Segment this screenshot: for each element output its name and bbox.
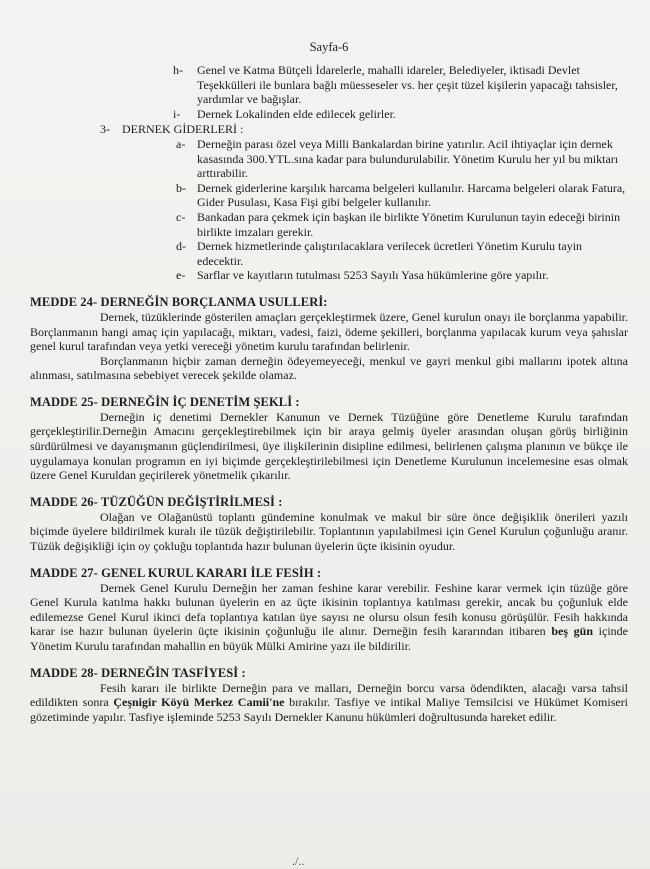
heading-marker: 3- [100, 122, 110, 137]
article-title: MADDE 25- DERNEĞİN İÇ DENETİM ŞEKLİ : [30, 394, 300, 409]
item-text: Dernek hizmetlerinde çalıştırılacaklara verilecek ücretleri Yönetim Kurulu tayin edecektir. [197, 239, 583, 268]
article-paragraph: Olağan ve Olağanüstü toplantı gündemine konulmak ve makul bir süre önce değişiklik önerileri yazılı biçimde üyelere bildirilmek kuralı ile tüzük değiştirilebilir. Toplantının yapılabilmesi için Genel Kurulun çoğunluğu aranır. Tüzük değişikliği için oy çokluğu toplantıda hazır bulunan üyelerin üçte ikisinin oyudur. [30, 509, 628, 554]
article-title: MADDE 28- DERNEĞİN TASFİYESİ : [30, 665, 246, 680]
list-item [30, 63, 628, 107]
list-item [30, 239, 628, 268]
emphasis-text: beş gün [551, 624, 594, 639]
item-marker: i- [173, 106, 181, 121]
article-27 [30, 566, 628, 654]
item-text: Dernek Lokalinden elde edilecek gelirler. [197, 106, 396, 121]
article-24 [30, 295, 628, 383]
article-title: MADDE 27- GENEL KURUL KARARI İLE FESİH : [30, 565, 322, 580]
article-paragraph [30, 581, 628, 654]
list-item [30, 107, 628, 122]
item-text: Bankadan para çekmek için başkan ile birlikte Yönetim Kurulunun tayin edeceği birinin birlikte imzaları gerekir. [197, 209, 621, 239]
expense-list [30, 137, 628, 283]
article-paragraph: Borçlanmanın hiçbir zaman derneğin ödeyemeyeceği, menkul ve gayri menkul gibi mallarını ipotek altına alınması, satılmasına sebebiyet verecek şekilde olamaz. [30, 353, 628, 383]
item-text: Dernek giderlerine karşılık harcama belgeleri kullanılır. Harcama belgeleri olarak Fatura, Gider Pusulası, Kasa Fişi gibi belgeler kullanılır. [197, 180, 626, 210]
item-marker: b- [176, 180, 186, 195]
article-title: MEDDE 24- DERNEĞİN BORÇLANMA USULLERİ: [30, 294, 328, 309]
item-text: Sarflar ve kayıtların tutulması 5253 Sayılı Yasa hükümlerine göre yapılır. [197, 268, 549, 283]
item-marker: d- [176, 239, 186, 254]
list-item [30, 181, 628, 210]
list-item [30, 210, 628, 239]
article-25 [30, 395, 628, 483]
paragraph-text: bırakılır. Tasfiye ve intikal Maliye Temsilcisi ve Hükümet Komiseri gözetiminde yapılır. Tasfiye işleminde 5253 Sayılı Dernekler Kanunu hükümleri doğrultusunda hareket edilir. [30, 695, 629, 724]
income-list [30, 63, 628, 121]
continuation-mark: ./.. [292, 854, 305, 868]
list-item [30, 137, 628, 181]
page-label: Sayfa-6 [309, 40, 349, 54]
item-marker: c- [176, 209, 186, 224]
article-paragraph [30, 681, 628, 725]
article-title: MADDE 26- TÜZÜĞÜN DEĞİŞTİRİLMESİ : [30, 494, 283, 509]
item-marker: h- [173, 63, 183, 77]
item-text: Genel ve Katma Bütçeli İdarelerle, mahalli idareler, Belediyeler, iktisadi Devlet Teşekkülleri ile bunlara bağlı müesseseler vs. her çeşit tüzel kişilerin yapacağı tahsisler, yardımlar ve bağışlar. [197, 63, 618, 107]
paragraph-text: Fesih kararı ile birlikte Derneğin para ve malları, Derneğin borcu varsa ödendikten, alacağı varsa tahsil edildikten sonra [30, 680, 628, 710]
emphasis-text: Çeşnigir Köyü Merkez Camii'ne [113, 695, 285, 710]
paragraph-text: Dernek Genel Kurulu Derneğin her zaman feshine karar verebilir. Feshine karar vermek için tüzüğe göre Genel Kurula katılma hakkı bulunan üyelerin en az üçte ikisinin toplantıya katılması gerekir, ancak bu çoğunluk elde edilemezse Genel Kurul ikinci defa toplantıya katılan üye sayısı ne olursu olsun fesih konusu görüşülür. Fesih hakkında karar ise hazır bulunan üyelerin üçte ikisinin çoğunluğu ile alınır. Derneğin fesih kararından itibaren [30, 580, 628, 639]
heading-text: DERNEK GİDERLERİ : [122, 122, 244, 137]
article-28 [30, 666, 628, 725]
expenses-heading [30, 122, 628, 137]
article-paragraph: Dernek, tüzüklerinde gösterilen amaçları gerçekleştirmek üzere, Genel kurulun onayı ile borçlanma yapabilir. Borçlanmanın hangi amaç için yapılacağı, miktarı, vadesi, faizi, ödeme şekilleri, borçlanma yapılacak kurum veya şahıslar genel kurul tarafından veya yetki vereceği yönetim kurulu tarafından belirlenir. [30, 309, 628, 354]
paragraph-text: içinde Yönetim Kurulu tarafından mahallin en büyük Mülki Amirine yazı ile bildirilir. [30, 624, 628, 653]
item-text: Derneğin parası özel veya Milli Bankalardan birine yatırılır. Acil ihtiyaçlar için dernek kasasında 300.YTL.sına kadar para bulundurulabilir. Yönetim Kurulu her yıl bu miktarı arttırabilir. [197, 136, 619, 181]
item-marker: e- [176, 268, 186, 283]
item-marker: a- [176, 136, 186, 151]
article-paragraph: Derneğin iç denetimi Dernekler Kanunun ve Dernek Tüzüğüne göre Denetleme Kurulu tarafından gerçekleştirilir.Derneğin Amacını gerçekleştirebilmek için bir araya gelmiş üyeler arasından oluşan görüş birliğinin sürdürülmesi ve dayanışmanın güçlendirilmesi, üye ilişkilerinin disipline edilmesi, belirlenen çalışma planının ve bükçe ile uygulamaya konulan programın en iyi biçimde gerçekleştirilebilmesi için Denetleme Kurulunun incelemesine esas olmak üzere Genel Kuruldan geçirilerek yönetmelik çıkarılır. [30, 409, 628, 483]
list-item [30, 268, 628, 283]
article-26 [30, 495, 628, 554]
